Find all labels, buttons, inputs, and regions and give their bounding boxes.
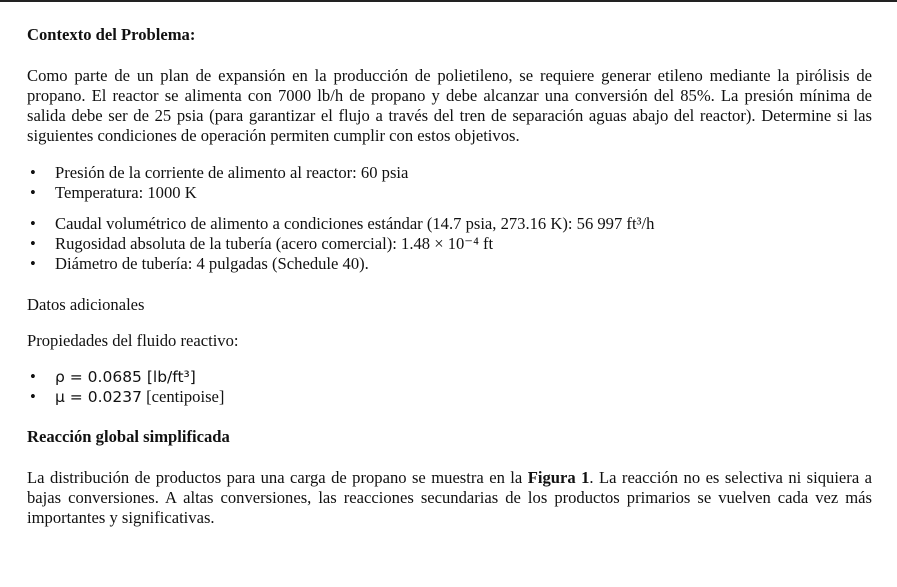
products-text-before: La distribución de productos para una carga de propano se muestra en la [27,468,528,487]
condition-item: • Caudal volumétrico de alimento a condiciones estándar (14.7 psia, 273.16 K): 56 997 ft³/h [27,214,872,234]
property-viscosity [27,387,872,407]
intro-paragraph: Como parte de un plan de expansión en la producción de polietileno, se requiere generar etileno mediante la pirólisis de propano. El reactor se alimenta con 7000 lb/h de propano y debe alcanzar una conversión del 85%. La presión mínima de salida debe ser de 25 psia (para garantizar el flujo a través del tren de separación aguas abajo del reactor). Determine si las siguientes condiciones de operación permiten cumplir con estos objetivos. [27,66,872,145]
reaction-heading: Reacción global simplificada [27,427,230,446]
condition-item: • Temperatura: 1000 K [27,183,872,203]
additional-data-label: Datos adicionales [27,295,145,314]
conditions-list-2 [27,214,872,274]
property-density [27,367,872,387]
products-text-after: . La reacción no es selectiva ni siquiera a bajas conversiones. A altas conversiones, las reacciones secundarias de los productos primarios se vuelven cada vez más importantes y significativas. [27,468,872,527]
fluid-properties-label: Propiedades del fluido reactivo: [27,331,239,350]
density-formula: ρ = 0.0685 [lb/ft³] [55,368,196,386]
section-title: Contexto del Problema: [27,25,196,44]
document-content [27,25,872,528]
condition-item: • Presión de la corriente de alimento al reactor: 60 psia [27,163,872,183]
viscosity-unit: [centipoise] [141,387,225,406]
conditions-list-1 [27,163,872,203]
condition-item: • Rugosidad absoluta de la tubería (acero comercial): 1.48 × 10⁻⁴ ft [27,234,872,254]
condition-item: • Diámetro de tubería: 4 pulgadas (Schedule 40). [27,254,872,274]
viscosity-formula: μ = 0.0237 [55,388,142,406]
properties-list [27,367,872,407]
products-paragraph [27,468,872,528]
figure-reference: Figura 1 [527,468,590,487]
